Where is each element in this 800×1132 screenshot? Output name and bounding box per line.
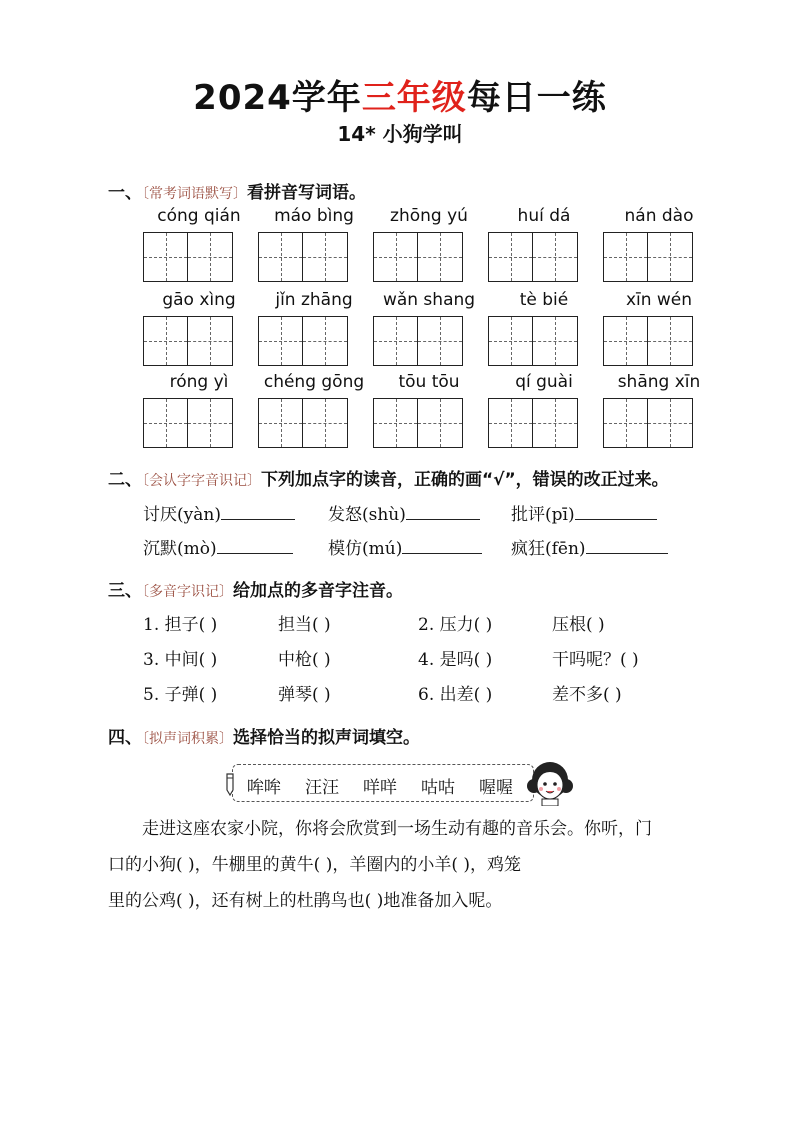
word-with-pinyin: 批评(pī) <box>511 505 575 525</box>
word-bank-item: 汪汪 <box>305 778 339 798</box>
section-instruction: 给加点的多音字注音。 <box>233 581 403 601</box>
writing-box[interactable] <box>143 232 233 282</box>
writing-box[interactable] <box>488 398 578 448</box>
section-tag: 〔多音字识记〕 <box>142 584 233 600</box>
writing-cell[interactable] <box>259 317 303 365</box>
pinyin-label: máo bìng <box>274 206 354 226</box>
writing-cell[interactable] <box>144 399 188 447</box>
writing-cell[interactable] <box>303 399 347 447</box>
writing-cell[interactable] <box>648 233 692 281</box>
writing-cell[interactable] <box>259 233 303 281</box>
writing-cell[interactable] <box>489 233 533 281</box>
writing-box[interactable] <box>258 398 348 448</box>
writing-cell[interactable] <box>188 399 232 447</box>
pinyin-label: tè bié <box>519 290 569 310</box>
pinyin-label: gāo xìng <box>162 290 236 310</box>
polyphone-item[interactable]: 弹琴( ) <box>278 685 331 705</box>
writing-cell[interactable] <box>188 317 232 365</box>
word-bank-item: 喔喔 <box>479 778 513 798</box>
answer-blank[interactable] <box>406 519 480 520</box>
section-tag: 〔会认字字音识记〕 <box>142 473 261 489</box>
pronunciation-item <box>328 500 480 525</box>
page-title <box>0 70 800 119</box>
answer-blank[interactable] <box>217 553 293 554</box>
section-number: 三、 <box>108 581 142 601</box>
pinyin-label: wǎn shang <box>382 290 476 310</box>
polyphone-item[interactable]: 5. 子弹( ) <box>143 685 218 705</box>
word-bank <box>232 764 534 802</box>
section-2-heading <box>108 465 669 490</box>
section-tag: 〔常考词语默写〕 <box>142 186 247 202</box>
word-bank-item: 咩咩 <box>363 778 397 798</box>
paragraph-line: 里的公鸡( )，还有树上的杜鹃鸟也( )地准备加入呢。 <box>108 891 503 911</box>
pronunciation-item <box>511 500 657 525</box>
writing-cell[interactable] <box>648 399 692 447</box>
word-with-pinyin: 疯狂(fēn) <box>511 539 586 559</box>
section-number: 二、 <box>108 470 142 490</box>
word-bank-item: 咕咕 <box>421 778 455 798</box>
polyphone-item[interactable]: 2. 压力( ) <box>418 615 493 635</box>
girl-cartoon-icon <box>526 756 574 806</box>
writing-box[interactable] <box>373 398 463 448</box>
writing-cell[interactable] <box>604 399 648 447</box>
section-3-heading <box>108 576 403 601</box>
title-highlight: 三年级 <box>361 78 467 118</box>
writing-cell[interactable] <box>418 233 462 281</box>
writing-box[interactable] <box>258 232 348 282</box>
pinyin-label: xīn wén <box>625 290 693 310</box>
pencil-icon <box>224 772 236 796</box>
section-tag: 〔拟声词积累〕 <box>142 731 233 747</box>
writing-cell[interactable] <box>144 233 188 281</box>
section-instruction: 选择恰当的拟声词填空。 <box>233 728 420 748</box>
title-prefix: 2024学年 <box>193 78 362 118</box>
writing-cell[interactable] <box>144 317 188 365</box>
writing-cell[interactable] <box>188 233 232 281</box>
writing-cell[interactable] <box>374 233 418 281</box>
polyphone-item[interactable]: 差不多( ) <box>552 685 622 705</box>
writing-cell[interactable] <box>303 233 347 281</box>
writing-box[interactable] <box>143 316 233 366</box>
pronunciation-item <box>143 534 293 559</box>
paragraph-line: 口的小狗( )，牛棚里的黄牛( )，羊圈内的小羊( )，鸡笼 <box>108 855 522 875</box>
pronunciation-item <box>328 534 482 559</box>
writing-cell[interactable] <box>374 399 418 447</box>
pinyin-label: chéng gōng <box>263 372 365 392</box>
writing-box[interactable] <box>603 398 693 448</box>
writing-cell[interactable] <box>533 233 577 281</box>
section-number: 一、 <box>108 183 142 203</box>
word-with-pinyin: 发怒(shù) <box>328 505 406 525</box>
writing-box[interactable] <box>373 316 463 366</box>
section-number: 四、 <box>108 728 142 748</box>
pinyin-label: róng yì <box>169 372 229 392</box>
section-4-heading <box>108 723 420 748</box>
word-with-pinyin: 沉默(mò) <box>143 539 217 559</box>
writing-box[interactable] <box>603 316 693 366</box>
polyphone-item[interactable]: 干吗呢？( ) <box>552 650 639 670</box>
pinyin-label: qí guài <box>515 372 573 392</box>
pinyin-label: tōu tōu <box>398 372 460 392</box>
title-suffix: 每日一练 <box>466 78 607 118</box>
answer-blank[interactable] <box>586 553 668 554</box>
writing-box[interactable] <box>258 316 348 366</box>
writing-cell[interactable] <box>648 317 692 365</box>
word-with-pinyin: 模仿(mú) <box>328 539 403 559</box>
writing-cell[interactable] <box>418 317 462 365</box>
section-instruction: 看拼音写词语。 <box>247 183 366 203</box>
writing-cell[interactable] <box>259 399 303 447</box>
pinyin-label: shāng xīn <box>617 372 701 392</box>
polyphone-item[interactable]: 1. 担子( ) <box>143 615 218 635</box>
polyphone-item[interactable]: 担当( ) <box>278 615 331 635</box>
paragraph-line: 走进这座农家小院，你将会欣赏到一场生动有趣的音乐会。你听，门 <box>142 819 652 839</box>
word-bank-item: 哞哞 <box>247 778 281 798</box>
polyphone-item[interactable]: 3. 中间( ) <box>143 650 218 670</box>
lesson-title: 14* 小狗学叫 <box>337 122 463 146</box>
polyphone-item[interactable]: 6. 出差( ) <box>418 685 493 705</box>
writing-box[interactable] <box>488 232 578 282</box>
writing-box[interactable] <box>488 316 578 366</box>
writing-cell[interactable] <box>604 317 648 365</box>
writing-box[interactable] <box>143 398 233 448</box>
pinyin-label: huí dá <box>517 206 571 226</box>
answer-blank[interactable] <box>575 519 657 520</box>
polyphone-item[interactable]: 压根( ) <box>552 615 605 635</box>
pinyin-label: nán dào <box>624 206 694 226</box>
pinyin-label: jǐn zhāng <box>275 290 353 310</box>
section-instruction: 下列加点字的读音，正确的画“√”，错误的改正过来。 <box>261 470 669 490</box>
pinyin-label: zhōng yú <box>390 206 468 226</box>
writing-cell[interactable] <box>303 317 347 365</box>
writing-cell[interactable] <box>489 317 533 365</box>
writing-cell[interactable] <box>374 317 418 365</box>
section-1-heading <box>108 178 366 203</box>
pinyin-label: cóng qián <box>157 206 241 226</box>
writing-cell[interactable] <box>489 399 533 447</box>
writing-box[interactable] <box>603 232 693 282</box>
word-with-pinyin: 讨厌(yàn) <box>143 505 221 525</box>
writing-cell[interactable] <box>604 233 648 281</box>
writing-cell[interactable] <box>533 317 577 365</box>
writing-cell[interactable] <box>418 399 462 447</box>
answer-blank[interactable] <box>221 519 295 520</box>
answer-blank[interactable] <box>402 553 482 554</box>
writing-box[interactable] <box>373 232 463 282</box>
writing-cell[interactable] <box>533 399 577 447</box>
polyphone-item[interactable]: 中枪( ) <box>278 650 331 670</box>
pronunciation-item <box>143 500 295 525</box>
polyphone-item[interactable]: 4. 是吗( ) <box>418 650 493 670</box>
pronunciation-item <box>511 534 668 559</box>
